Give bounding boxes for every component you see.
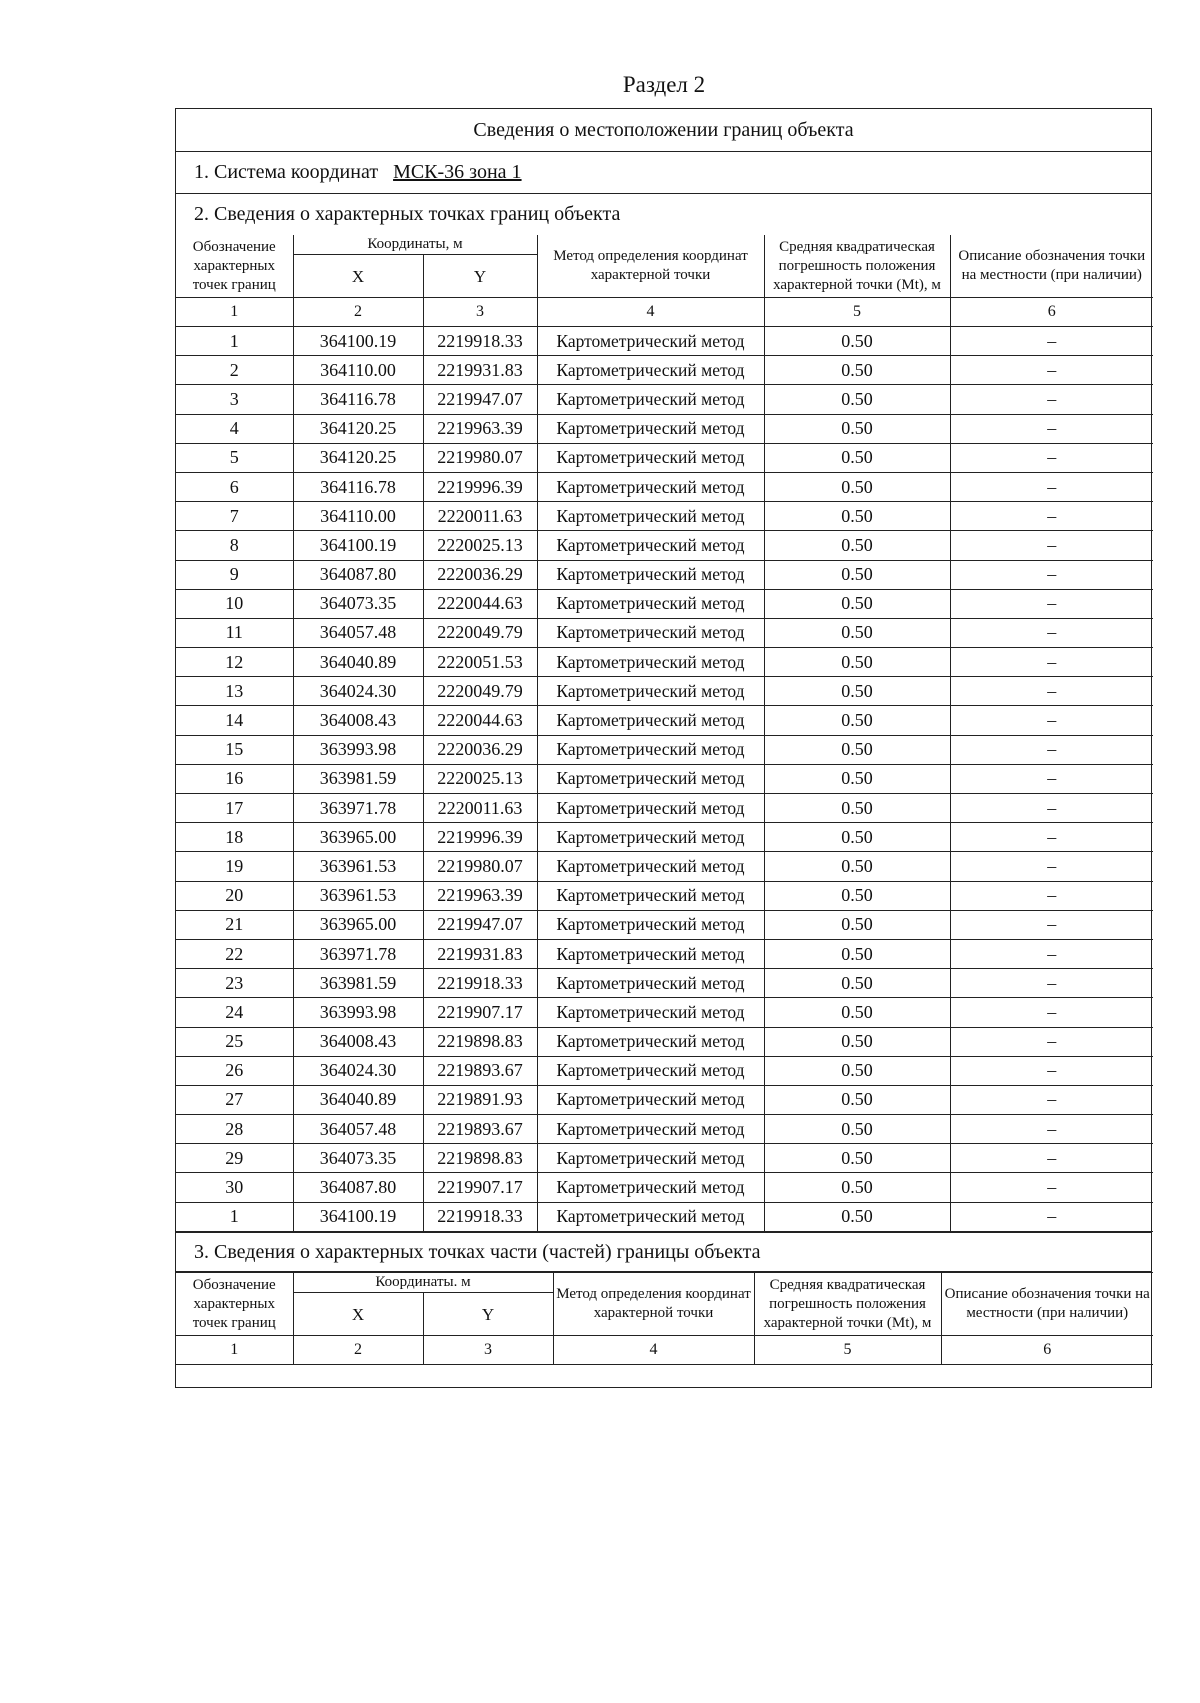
- table-row: [176, 560, 1153, 589]
- point-id-cell: 7: [176, 502, 293, 531]
- x-coord-cell: 364110.00: [293, 502, 423, 531]
- part-header-y: Y: [423, 1293, 553, 1336]
- y-coord-cell: 2219963.39: [423, 414, 537, 443]
- point-id-cell: 4: [176, 414, 293, 443]
- point-id-cell: 16: [176, 764, 293, 793]
- header-coords: Координаты, м: [293, 235, 537, 255]
- boundary-info-frame: [175, 108, 1152, 1272]
- table-row: [176, 794, 1153, 823]
- description-cell: –: [950, 910, 1153, 939]
- y-coord-cell: 2220049.79: [423, 618, 537, 647]
- table-row: [176, 764, 1153, 793]
- accuracy-cell: 0.50: [764, 706, 950, 735]
- y-coord-cell: 2219893.67: [423, 1115, 537, 1144]
- table-row: [176, 1085, 1153, 1114]
- points-heading: 2. Сведения о характерных точках границ объекта: [194, 203, 621, 225]
- y-coord-cell: 2219963.39: [423, 881, 537, 910]
- method-cell: Картометрический метод: [537, 560, 764, 589]
- x-coord-cell: 363981.59: [293, 969, 423, 998]
- header-accuracy: Средняя квадратическая погрешность положения характерной точки (Mt), м: [764, 235, 950, 298]
- method-cell: Картометрический метод: [537, 794, 764, 823]
- accuracy-cell: 0.50: [764, 1115, 950, 1144]
- part-heading: 3. Сведения о характерных точках части (частей) границы объекта: [176, 1232, 1151, 1271]
- description-cell: –: [950, 1056, 1153, 1085]
- description-cell: –: [950, 443, 1153, 472]
- main-title: Сведения о местоположении границ объекта: [176, 109, 1151, 152]
- y-coord-cell: 2220044.63: [423, 706, 537, 735]
- method-cell: Картометрический метод: [537, 414, 764, 443]
- accuracy-cell: 0.50: [764, 443, 950, 472]
- accuracy-cell: 0.50: [764, 356, 950, 385]
- x-coord-cell: 364040.89: [293, 648, 423, 677]
- section-label: Раздел 2: [622, 72, 706, 97]
- points-table: [176, 235, 1153, 1232]
- x-coord-cell: 364116.78: [293, 472, 423, 501]
- x-coord-cell: 364024.30: [293, 677, 423, 706]
- method-cell: Картометрический метод: [537, 356, 764, 385]
- table-row: [176, 823, 1153, 852]
- x-coord-cell: 363993.98: [293, 735, 423, 764]
- method-cell: Картометрический метод: [537, 998, 764, 1027]
- point-id-cell: 20: [176, 881, 293, 910]
- table-row: [176, 531, 1153, 560]
- description-cell: –: [950, 1027, 1153, 1056]
- column-number: 3: [423, 1336, 553, 1365]
- y-coord-cell: 2219907.17: [423, 998, 537, 1027]
- part-header-coords: Координаты. м: [293, 1273, 553, 1293]
- accuracy-cell: 0.50: [764, 618, 950, 647]
- point-id-cell: 12: [176, 648, 293, 677]
- y-coord-cell: 2219918.33: [423, 1202, 537, 1231]
- table-row: [176, 385, 1153, 414]
- part-header-description: Описание обозначения точки на местности (при наличии): [941, 1273, 1153, 1336]
- x-coord-cell: 363961.53: [293, 881, 423, 910]
- accuracy-cell: 0.50: [764, 589, 950, 618]
- description-cell: –: [950, 531, 1153, 560]
- table-row: [176, 443, 1153, 472]
- table-row: [176, 998, 1153, 1027]
- accuracy-cell: 0.50: [764, 764, 950, 793]
- description-cell: –: [950, 327, 1153, 356]
- accuracy-cell: 0.50: [764, 1085, 950, 1114]
- column-number: 3: [423, 298, 537, 327]
- point-id-cell: 9: [176, 560, 293, 589]
- method-cell: Картометрический метод: [537, 1202, 764, 1231]
- accuracy-cell: 0.50: [764, 823, 950, 852]
- y-coord-cell: 2219931.83: [423, 356, 537, 385]
- method-cell: Картометрический метод: [537, 1085, 764, 1114]
- point-id-cell: 18: [176, 823, 293, 852]
- header-description: Описание обозначения точки на местности (при наличии): [950, 235, 1153, 298]
- description-cell: –: [950, 502, 1153, 531]
- accuracy-cell: 0.50: [764, 648, 950, 677]
- empty-cell: [176, 1365, 1153, 1388]
- x-coord-cell: 364100.19: [293, 1202, 423, 1231]
- accuracy-cell: 0.50: [764, 969, 950, 998]
- description-cell: –: [950, 414, 1153, 443]
- description-cell: –: [950, 998, 1153, 1027]
- x-coord-cell: 364120.25: [293, 443, 423, 472]
- accuracy-cell: 0.50: [764, 677, 950, 706]
- description-cell: –: [950, 969, 1153, 998]
- method-cell: Картометрический метод: [537, 502, 764, 531]
- table-row: [176, 910, 1153, 939]
- x-coord-cell: 364073.35: [293, 1144, 423, 1173]
- table-row: [176, 969, 1153, 998]
- point-id-cell: 17: [176, 794, 293, 823]
- table-row: [176, 1056, 1153, 1085]
- y-coord-cell: 2219947.07: [423, 910, 537, 939]
- accuracy-cell: 0.50: [764, 560, 950, 589]
- table-row: [176, 414, 1153, 443]
- table-row: [176, 1202, 1153, 1231]
- accuracy-cell: 0.50: [764, 414, 950, 443]
- x-coord-cell: 364008.43: [293, 706, 423, 735]
- y-coord-cell: 2219891.93: [423, 1085, 537, 1114]
- point-id-cell: 1: [176, 1202, 293, 1231]
- description-cell: –: [950, 589, 1153, 618]
- table-row: [176, 648, 1153, 677]
- point-id-cell: 10: [176, 589, 293, 618]
- y-coord-cell: 2220011.63: [423, 502, 537, 531]
- point-id-cell: 25: [176, 1027, 293, 1056]
- point-id-cell: 22: [176, 939, 293, 968]
- column-number: 4: [553, 1336, 754, 1365]
- column-number: 1: [176, 1336, 293, 1365]
- method-cell: Картометрический метод: [537, 881, 764, 910]
- x-coord-cell: 363993.98: [293, 998, 423, 1027]
- coord-system-label: 1. Система координат: [194, 161, 379, 183]
- x-coord-cell: 364024.30: [293, 1056, 423, 1085]
- accuracy-cell: 0.50: [764, 531, 950, 560]
- method-cell: Картометрический метод: [537, 1144, 764, 1173]
- x-coord-cell: 364057.48: [293, 618, 423, 647]
- accuracy-cell: 0.50: [764, 385, 950, 414]
- point-id-cell: 23: [176, 969, 293, 998]
- table-row: [176, 1027, 1153, 1056]
- table-row: [176, 735, 1153, 764]
- point-id-cell: 21: [176, 910, 293, 939]
- method-cell: Картометрический метод: [537, 1115, 764, 1144]
- x-coord-cell: 364087.80: [293, 1173, 423, 1202]
- header-method: Метод определения координат характерной точки: [537, 235, 764, 298]
- part-column-number-row: [176, 1336, 1153, 1365]
- accuracy-cell: 0.50: [764, 939, 950, 968]
- table-row: [176, 706, 1153, 735]
- y-coord-cell: 2220044.63: [423, 589, 537, 618]
- description-cell: –: [950, 560, 1153, 589]
- method-cell: Картометрический метод: [537, 1173, 764, 1202]
- part-header-method: Метод определения координат характерной точки: [553, 1273, 754, 1336]
- x-coord-cell: 363981.59: [293, 764, 423, 793]
- header-x: X: [293, 255, 423, 298]
- description-cell: –: [950, 794, 1153, 823]
- description-cell: –: [950, 618, 1153, 647]
- description-cell: –: [950, 648, 1153, 677]
- column-number: 6: [950, 298, 1153, 327]
- description-cell: –: [950, 1173, 1153, 1202]
- description-cell: –: [950, 1144, 1153, 1173]
- point-id-cell: 5: [176, 443, 293, 472]
- table-row: [176, 356, 1153, 385]
- accuracy-cell: 0.50: [764, 910, 950, 939]
- table-row: [176, 618, 1153, 647]
- point-id-cell: 27: [176, 1085, 293, 1114]
- method-cell: Картометрический метод: [537, 735, 764, 764]
- accuracy-cell: 0.50: [764, 1173, 950, 1202]
- accuracy-cell: 0.50: [764, 1027, 950, 1056]
- method-cell: Картометрический метод: [537, 969, 764, 998]
- description-cell: –: [950, 764, 1153, 793]
- y-coord-cell: 2219996.39: [423, 472, 537, 501]
- table-row: [176, 589, 1153, 618]
- y-coord-cell: 2220025.13: [423, 531, 537, 560]
- table-row: [176, 852, 1153, 881]
- table-row: [176, 327, 1153, 356]
- description-cell: –: [950, 385, 1153, 414]
- y-coord-cell: 2220036.29: [423, 560, 537, 589]
- accuracy-cell: 0.50: [764, 794, 950, 823]
- y-coord-cell: 2220051.53: [423, 648, 537, 677]
- method-cell: Картометрический метод: [537, 823, 764, 852]
- table-row: [176, 939, 1153, 968]
- table-row: [176, 1173, 1153, 1202]
- x-coord-cell: 364087.80: [293, 560, 423, 589]
- y-coord-cell: 2220036.29: [423, 735, 537, 764]
- method-cell: Картометрический метод: [537, 472, 764, 501]
- description-cell: –: [950, 706, 1153, 735]
- x-coord-cell: 364116.78: [293, 385, 423, 414]
- description-cell: –: [950, 735, 1153, 764]
- x-coord-cell: 364040.89: [293, 1085, 423, 1114]
- column-number: 5: [764, 298, 950, 327]
- point-id-cell: 1: [176, 327, 293, 356]
- column-number: 4: [537, 298, 764, 327]
- point-id-cell: 3: [176, 385, 293, 414]
- method-cell: Картометрический метод: [537, 618, 764, 647]
- y-coord-cell: 2219918.33: [423, 327, 537, 356]
- column-number: 2: [293, 298, 423, 327]
- description-cell: –: [950, 356, 1153, 385]
- point-id-cell: 26: [176, 1056, 293, 1085]
- point-id-cell: 30: [176, 1173, 293, 1202]
- part-header-accuracy: Средняя квадратическая погрешность положения характерной точки (Mt), м: [754, 1273, 941, 1336]
- x-coord-cell: 364100.19: [293, 531, 423, 560]
- table-row: [176, 1115, 1153, 1144]
- description-cell: –: [950, 1202, 1153, 1231]
- header-y: Y: [423, 255, 537, 298]
- accuracy-cell: 0.50: [764, 1056, 950, 1085]
- description-cell: –: [950, 1115, 1153, 1144]
- x-coord-cell: 363965.00: [293, 910, 423, 939]
- point-id-cell: 2: [176, 356, 293, 385]
- y-coord-cell: 2219898.83: [423, 1027, 537, 1056]
- x-coord-cell: 363971.78: [293, 794, 423, 823]
- description-cell: –: [950, 472, 1153, 501]
- x-coord-cell: 364110.00: [293, 356, 423, 385]
- description-cell: –: [950, 852, 1153, 881]
- y-coord-cell: 2219980.07: [423, 443, 537, 472]
- point-id-cell: 11: [176, 618, 293, 647]
- table-row: [176, 472, 1153, 501]
- method-cell: Картометрический метод: [537, 385, 764, 414]
- column-number: 1: [176, 298, 293, 327]
- method-cell: Картометрический метод: [537, 327, 764, 356]
- table-row: [176, 1144, 1153, 1173]
- accuracy-cell: 0.50: [764, 735, 950, 764]
- y-coord-cell: 2219907.17: [423, 1173, 537, 1202]
- description-cell: –: [950, 939, 1153, 968]
- point-id-cell: 6: [176, 472, 293, 501]
- y-coord-cell: 2219980.07: [423, 852, 537, 881]
- point-id-cell: 14: [176, 706, 293, 735]
- method-cell: Картометрический метод: [537, 852, 764, 881]
- x-coord-cell: 364120.25: [293, 414, 423, 443]
- point-id-cell: 19: [176, 852, 293, 881]
- x-coord-cell: 363965.00: [293, 823, 423, 852]
- table-row: [176, 677, 1153, 706]
- x-coord-cell: 364057.48: [293, 1115, 423, 1144]
- part-points-table: [176, 1272, 1153, 1387]
- y-coord-cell: 2219931.83: [423, 939, 537, 968]
- part-empty-row: [176, 1365, 1153, 1388]
- method-cell: Картометрический метод: [537, 589, 764, 618]
- point-id-cell: 24: [176, 998, 293, 1027]
- part-boundary-frame: [175, 1272, 1152, 1388]
- x-coord-cell: 364100.19: [293, 327, 423, 356]
- description-cell: –: [950, 881, 1153, 910]
- method-cell: Картометрический метод: [537, 939, 764, 968]
- method-cell: Картометрический метод: [537, 677, 764, 706]
- method-cell: Картометрический метод: [537, 764, 764, 793]
- method-cell: Картометрический метод: [537, 531, 764, 560]
- point-id-cell: 28: [176, 1115, 293, 1144]
- y-coord-cell: 2219947.07: [423, 385, 537, 414]
- description-cell: –: [950, 677, 1153, 706]
- column-number: 5: [754, 1336, 941, 1365]
- y-coord-cell: 2220011.63: [423, 794, 537, 823]
- table-row: [176, 881, 1153, 910]
- method-cell: Картометрический метод: [537, 1027, 764, 1056]
- x-coord-cell: 363971.78: [293, 939, 423, 968]
- point-id-cell: 15: [176, 735, 293, 764]
- x-coord-cell: 363961.53: [293, 852, 423, 881]
- y-coord-cell: 2219898.83: [423, 1144, 537, 1173]
- column-number: 2: [293, 1336, 423, 1365]
- method-cell: Картометрический метод: [537, 910, 764, 939]
- part-header-x: X: [293, 1293, 423, 1336]
- method-cell: Картометрический метод: [537, 443, 764, 472]
- y-coord-cell: 2219893.67: [423, 1056, 537, 1085]
- x-coord-cell: 364073.35: [293, 589, 423, 618]
- accuracy-cell: 0.50: [764, 1202, 950, 1231]
- accuracy-cell: 0.50: [764, 472, 950, 501]
- points-body: [176, 327, 1153, 1232]
- header-designation: Обозначение характерных точек границ: [176, 235, 293, 298]
- description-cell: –: [950, 1085, 1153, 1114]
- column-number: 6: [941, 1336, 1153, 1365]
- table-row: [176, 502, 1153, 531]
- part-header-designation: Обозначение характерных точек границ: [176, 1273, 293, 1336]
- accuracy-cell: 0.50: [764, 881, 950, 910]
- point-id-cell: 29: [176, 1144, 293, 1173]
- method-cell: Картометрический метод: [537, 648, 764, 677]
- point-id-cell: 13: [176, 677, 293, 706]
- method-cell: Картометрический метод: [537, 706, 764, 735]
- accuracy-cell: 0.50: [764, 1144, 950, 1173]
- accuracy-cell: 0.50: [764, 998, 950, 1027]
- column-number-row: [176, 298, 1153, 327]
- x-coord-cell: 364008.43: [293, 1027, 423, 1056]
- description-cell: –: [950, 823, 1153, 852]
- y-coord-cell: 2219918.33: [423, 969, 537, 998]
- y-coord-cell: 2220049.79: [423, 677, 537, 706]
- method-cell: Картометрический метод: [537, 1056, 764, 1085]
- point-id-cell: 8: [176, 531, 293, 560]
- coord-system-row: [176, 152, 1151, 194]
- y-coord-cell: 2219996.39: [423, 823, 537, 852]
- coord-system-value: МСК-36 зона 1: [393, 161, 522, 183]
- accuracy-cell: 0.50: [764, 502, 950, 531]
- accuracy-cell: 0.50: [764, 327, 950, 356]
- y-coord-cell: 2220025.13: [423, 764, 537, 793]
- accuracy-cell: 0.50: [764, 852, 950, 881]
